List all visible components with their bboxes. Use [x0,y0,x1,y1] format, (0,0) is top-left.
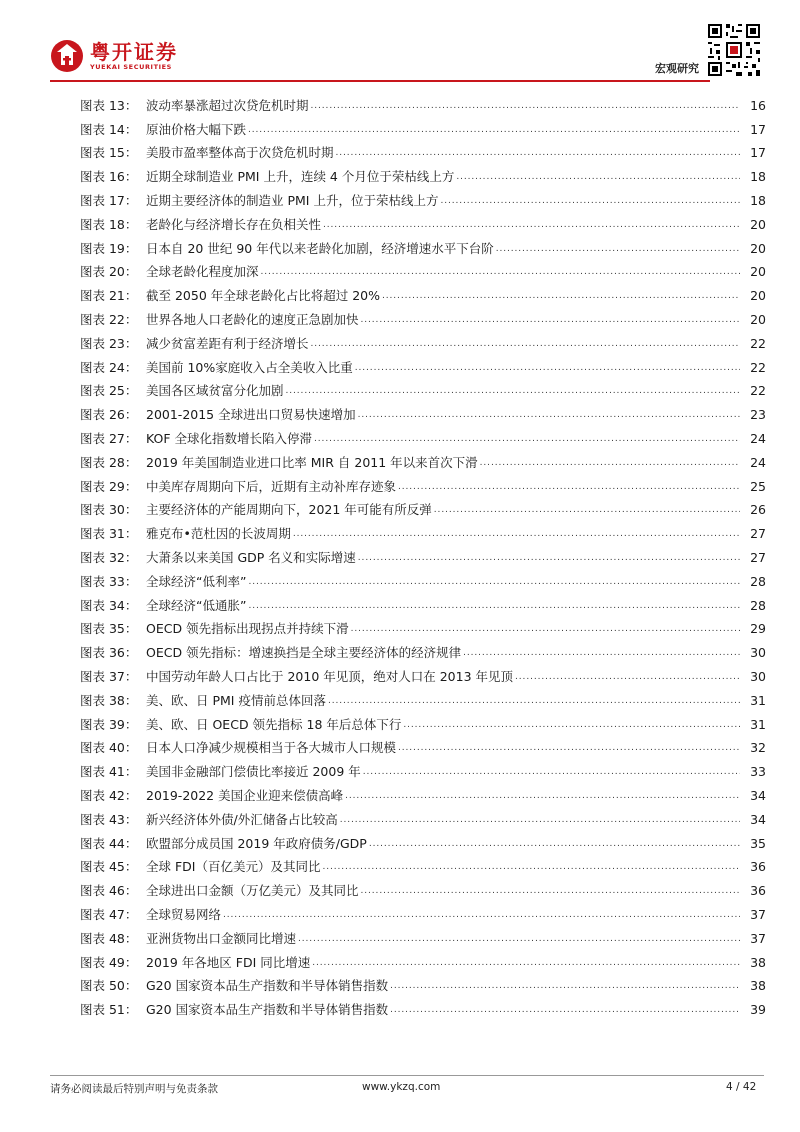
toc-entry[interactable] [80,165,766,189]
toc-entry[interactable] [80,665,766,689]
toc-entry[interactable] [80,951,766,975]
toc-dot-leader [440,193,740,209]
toc-entry-page[interactable]: 23 [750,407,766,423]
qr-code-icon [706,22,762,78]
toc-entry-label: 图表 22： [80,312,138,328]
toc-entry-title[interactable]: OECD 领先指标出现拐点并持续下滑 [146,621,349,637]
toc-entry-label: 图表 45： [80,859,138,875]
toc-entry-title[interactable]: G20 国家资本品生产指数和半导体销售指数 [146,1002,389,1018]
toc-entry[interactable] [80,618,766,642]
toc-dot-leader [390,1002,740,1018]
toc-dot-leader [463,645,740,661]
toc-entry-page[interactable]: 31 [750,716,766,732]
toc-entry-label: 图表 41： [80,764,138,780]
toc-entry-page[interactable]: 36 [750,859,766,875]
toc-entry-page[interactable]: 20 [750,216,766,232]
toc-entry-label: 图表 37： [80,669,138,685]
toc-entry-page[interactable]: 38 [750,978,766,994]
toc-entry-label: 图表 19： [80,240,138,256]
toc-entry[interactable] [80,522,766,546]
toc-entry-page[interactable]: 20 [750,240,766,256]
toc-entry-page[interactable]: 26 [750,502,766,518]
toc-entry-label: 图表 30： [80,502,138,518]
toc-entry-label: 图表 15： [80,145,138,161]
toc-entry[interactable] [80,118,766,142]
toc-entry[interactable] [80,594,766,618]
toc-entry-page[interactable]: 24 [750,431,766,447]
toc-entry-label: 图表 13： [80,97,138,113]
toc-entry-title[interactable]: KOF 全球化指数增长陷入停滞 [146,431,313,447]
page-indicator: 4 / 42 [726,1081,757,1093]
toc-entry-title[interactable]: 波动率暴涨超过次贷危机时期 [146,97,309,113]
toc-entry-title[interactable]: 全球老龄化程度加深 [146,264,259,280]
toc-dot-leader [382,288,740,304]
toc-entry-page[interactable]: 32 [750,740,766,756]
toc-entry-page[interactable]: 20 [750,312,766,328]
toc-entry-title[interactable]: 原油价格大幅下跌 [146,121,247,137]
toc-entry[interactable] [80,737,766,761]
toc-entry-page[interactable]: 28 [750,573,766,589]
toc-entry[interactable] [80,427,766,451]
toc-entry-label: 图表 32： [80,550,138,566]
toc-entry-label: 图表 42： [80,788,138,803]
toc-entry-page[interactable]: 35 [750,835,766,851]
toc-dot-leader [293,526,740,542]
toc-entry-title[interactable]: 中美库存周期向下后，近期有主动补库存迹象 [146,478,397,494]
toc-entry-label: 图表 40： [80,740,138,756]
toc-dot-leader [328,693,740,709]
toc-dot-leader [390,978,740,994]
toc-entry-title[interactable]: 主要经济体的产能周期向下，2021 年可能有所反弹 [146,502,432,518]
toc-dot-leader [340,812,740,828]
toc-entry[interactable] [80,808,766,832]
toc-entry-page[interactable]: 18 [750,169,766,185]
footer-divider [50,1075,764,1076]
toc-entry[interactable] [80,475,766,499]
toc-entry-label: 图表 46： [80,883,138,899]
toc-entry-page[interactable]: 22 [750,335,766,351]
toc-entry-page[interactable]: 37 [750,906,766,922]
toc-dot-leader [311,336,740,352]
toc-entry-label: 图表 20： [80,264,138,280]
toc-entry-page[interactable]: 27 [750,526,766,542]
company-name-en: YUEKAI SECURITIES [90,62,172,71]
toc-entry-label: 图表 14： [80,121,138,137]
toc-entry[interactable] [80,284,766,308]
report-type: 宏观研究 [655,62,699,75]
toc-dot-leader [336,145,740,161]
toc-entry[interactable] [80,927,766,951]
toc-entry-page[interactable]: 17 [750,145,766,161]
yuekai-logo-icon [50,39,84,73]
toc-entry[interactable] [80,451,766,475]
toc-dot-leader [322,859,740,875]
toc-entry-label: 图表 17： [80,193,138,209]
toc-entry-page[interactable]: 22 [750,359,766,375]
toc-entry-title[interactable]: 日本自 20 世纪 90 年代以来老龄化加剧，经济增速水平下台阶 [146,240,494,256]
toc-entry-title[interactable]: 近期全球制造业 PMI 上升，连续 4 个月位于荣枯线上方 [146,169,455,185]
toc-entry-title[interactable]: G20 国家资本品生产指数和半导体销售指数 [146,978,389,994]
toc-dot-leader [403,717,740,733]
toc-entry-title[interactable]: 日本人口净减少规模相当于各大城市人口规模 [146,740,397,756]
toc-entry-title[interactable]: 全球经济“低通胀” [146,597,247,613]
toc-dot-leader [286,383,740,399]
toc-entry-page[interactable]: 31 [750,692,766,708]
toc-dot-leader [434,502,740,518]
toc-entry[interactable] [80,308,766,332]
toc-entry-label: 图表 26： [80,407,138,423]
toc-entry-title[interactable]: 亚洲货物出口金额同比增速 [146,930,297,946]
toc-entry[interactable] [80,974,766,998]
toc-dot-leader [358,550,740,566]
toc-entry-label: 图表 50： [80,978,138,994]
toc-entry[interactable] [80,332,766,356]
toc-dot-leader [496,241,740,257]
toc-entry-page[interactable]: 39 [750,1002,766,1018]
toc-entry[interactable] [80,689,766,713]
company-logo [50,38,178,74]
toc-entry-page[interactable]: 20 [750,288,766,304]
toc-entry-page[interactable]: 33 [750,764,766,780]
toc-entry-title[interactable]: 美、欧、日 PMI 疫情前总体回落 [146,692,326,708]
toc-dot-leader [358,407,740,423]
toc-entry-title[interactable]: 2001-2015 全球进出口贸易快速增加 [146,407,356,423]
toc-entry-page[interactable]: 18 [750,193,766,209]
toc-entry-title[interactable]: 美国非金融部门偿债比率接近 2009 年 [146,764,361,780]
toc-entry-label: 图表 29： [80,478,138,494]
toc-entry-title[interactable]: 老龄化与经济增长存在负相关性 [146,216,322,232]
toc-dot-leader [248,574,740,590]
toc-entry-label: 图表 16： [80,169,138,185]
toc-entry-title[interactable]: 全球贸易网络 [146,906,222,922]
toc-entry-page[interactable]: 24 [750,454,766,470]
toc-dot-leader [298,931,740,947]
toc-dot-leader [261,264,740,280]
toc-entry-title[interactable]: 美股市盈率整体高于次贷危机时期 [146,145,334,161]
toc-dot-leader [314,431,740,447]
toc-entry-label: 图表 18： [80,216,138,232]
footer-website[interactable]: www.ykzq.com [362,1081,441,1093]
toc-entry-title[interactable]: 中国劳动年龄人口占比于 2010 年见顶，绝对人口在 2013 年见顶 [146,669,514,685]
toc-entry-title[interactable]: 截至 2050 年全球老龄化占比将超过 20% [146,288,381,304]
toc-entry[interactable] [80,879,766,903]
toc-entry[interactable] [80,237,766,261]
page-header [0,0,800,90]
toc-entry-label: 图表 21： [80,288,138,304]
toc-entry-page[interactable]: 27 [750,550,766,566]
toc-entry-title[interactable]: 全球经济“低利率” [146,573,247,589]
toc-entry[interactable] [80,641,766,665]
toc-entry-title[interactable]: 美、欧、日 OECD 领先指标 18 年后总体下行 [146,716,402,732]
toc-entry[interactable] [80,213,766,237]
toc-entry-title[interactable]: 世界各地人口老龄化的速度正急剧加快 [146,312,359,328]
toc-entry-page[interactable]: 22 [750,383,766,399]
toc-entry-label: 图表 47： [80,906,138,922]
toc-entry-label: 图表 39： [80,716,138,732]
toc-entry-page[interactable]: 36 [750,883,766,899]
toc-dot-leader [398,479,740,495]
toc-entry[interactable] [80,998,766,1022]
toc-entry[interactable] [80,713,766,737]
toc-dot-leader [248,122,740,138]
toc-entry-label: 图表 33： [80,573,138,589]
toc-entry-title[interactable]: 减少贫富差距有利于经济增长 [146,335,309,351]
toc-entry-title[interactable]: 美国各区域贫富分化加剧 [146,383,284,399]
toc-dot-leader [456,169,740,185]
toc-entry[interactable] [80,546,766,570]
toc-entry-page[interactable]: 17 [750,121,766,137]
toc-entry[interactable] [80,570,766,594]
toc-entry[interactable] [80,856,766,880]
toc-entry[interactable] [80,499,766,523]
toc-entry-title[interactable]: 欧盟部分成员国 2019 年政府债务/GDP [146,835,367,851]
toc-entry-label: 图表 51： [80,1002,138,1018]
toc-entry-page[interactable]: 16 [750,97,766,113]
toc-entry-label: 图表 31： [80,526,138,542]
toc-entry[interactable] [80,760,766,784]
toc-entry-title[interactable]: 雅克布•范杜因的长波周期 [146,526,291,542]
toc-entry-title[interactable]: 近期主要经济体的制造业 PMI 上升，位于荣枯线上方 [146,193,439,209]
toc-entry-title[interactable]: 新兴经济体外债/外汇储备占比较高 [146,811,338,827]
toc-entry[interactable] [80,94,766,118]
toc-entry-page[interactable]: 28 [750,597,766,613]
toc-entry-label: 图表 36： [80,645,138,661]
toc-entry[interactable] [80,903,766,927]
toc-dot-leader [355,360,740,376]
toc-entry-label: 图表 38： [80,692,138,708]
toc-entry-title[interactable]: 2019 年各地区 FDI 同比增速 [146,954,311,970]
toc-entry-label: 图表 24： [80,359,138,375]
toc-entry-label: 图表 34： [80,597,138,613]
toc-dot-leader [361,312,740,328]
toc-entry-label: 图表 49： [80,954,138,970]
table-of-figures [80,94,766,1022]
toc-dot-leader [515,669,740,685]
toc-dot-leader [312,955,740,971]
company-name-cn: 粤开证券 [90,39,178,64]
toc-entry-label: 图表 48： [80,930,138,946]
toc-entry-page[interactable]: 25 [750,478,766,494]
toc-entry[interactable] [80,380,766,404]
toc-entry-page[interactable]: 29 [750,621,766,637]
toc-entry-page[interactable]: 20 [750,264,766,280]
toc-dot-leader [361,883,740,899]
toc-entry[interactable] [80,832,766,856]
toc-dot-leader [311,98,740,114]
toc-dot-leader [351,621,740,637]
toc-entry-title[interactable]: 全球 FDI（百亿美元）及其同比 [146,859,321,875]
toc-entry[interactable] [80,189,766,213]
toc-dot-leader [223,907,740,923]
toc-entry-page[interactable]: 34 [750,811,766,827]
toc-entry-title[interactable]: 大萧条以来美国 GDP 名义和实际增速 [146,550,356,566]
toc-entry-label: 图表 27： [80,431,138,447]
toc-entry-title[interactable]: 2019-2022 美国企业迎来偿债高峰 [146,788,344,803]
toc-entry-title[interactable]: 2019 年美国制造业进口比率 MIR 自 2011 年以来首次下滑 [146,454,478,470]
toc-dot-leader [248,598,740,614]
toc-entry-title[interactable]: 美国前 10%家庭收入占全美收入比重 [146,359,353,375]
toc-dot-leader [398,740,740,756]
footer-disclaimer: 请务必阅读最后特别声明与免责条款 [50,1083,218,1095]
toc-entry[interactable] [80,142,766,166]
toc-dot-leader [480,455,740,471]
toc-entry[interactable] [80,356,766,380]
toc-dot-leader [369,836,740,852]
toc-entry-page[interactable]: 30 [750,669,766,685]
toc-entry[interactable] [80,261,766,285]
toc-entry-title[interactable]: 全球进出口金额（万亿美元）及其同比 [146,883,359,899]
toc-entry-label: 图表 25： [80,383,138,399]
toc-entry-label: 图表 43： [80,811,138,827]
header-divider [50,80,710,82]
toc-entry-page[interactable]: 30 [750,645,766,661]
toc-entry-label: 图表 28： [80,454,138,470]
toc-entry-page[interactable]: 34 [750,788,766,803]
toc-entry-label: 图表 35： [80,621,138,637]
toc-dot-leader [363,764,740,780]
toc-entry-page[interactable]: 37 [750,930,766,946]
toc-entry-page[interactable]: 38 [750,954,766,970]
toc-dot-leader [345,788,740,804]
toc-entry[interactable] [80,403,766,427]
toc-entry-title[interactable]: OECD 领先指标：增速换挡是全球主要经济体的经济规律 [146,645,462,661]
toc-dot-leader [323,217,740,233]
toc-entry-label: 图表 23： [80,335,138,351]
toc-entry[interactable] [80,784,766,808]
toc-entry-label: 图表 44： [80,835,138,851]
